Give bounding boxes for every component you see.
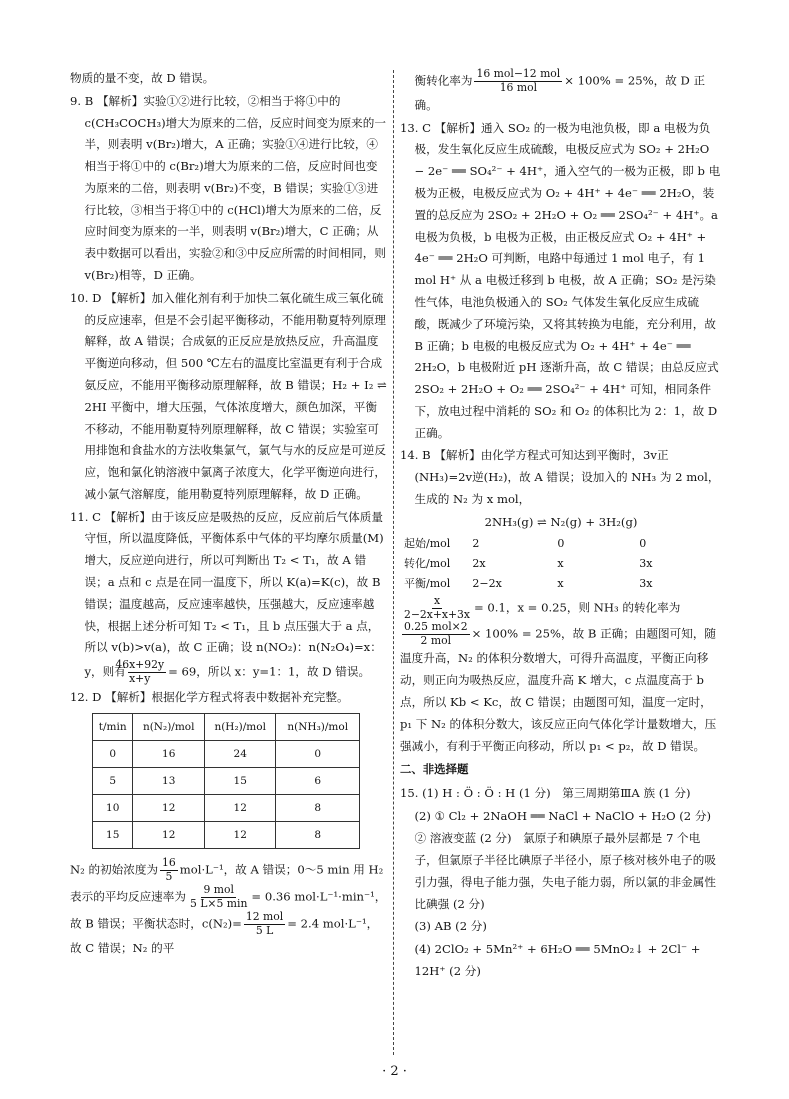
right-column xyxy=(400,68,722,984)
denominator: x+y xyxy=(129,672,151,686)
table-cell: 0 xyxy=(276,740,360,767)
numerator: 16 xyxy=(162,855,176,869)
table-cell: 12 xyxy=(133,821,205,848)
table-cell: 2x xyxy=(472,556,486,570)
equilibrium-equation: 2NH₃(g) ⇌ N₂(g) + 3H₂(g) xyxy=(484,514,638,529)
numerator: 0.25 mol×2 xyxy=(404,620,468,634)
page-number: · 2 · xyxy=(382,1064,407,1079)
table-row xyxy=(404,554,722,574)
row-label: 转化/mol xyxy=(404,556,451,570)
fraction xyxy=(402,595,472,622)
table-header: t/min xyxy=(93,713,133,740)
numerator: 16 mol−12 mol xyxy=(476,67,561,80)
table-header: n(N₂)/mol xyxy=(133,713,205,740)
answer-15-3: ② 溶液变蓝 (2 分) 氯原子和碘原子最外层都是 7 个电子，但氯原子半径比碘原子半径小，原子核对核外电子的吸引力强，得电子能力强，失电子能力弱，所以氯的非金属性比碘强 (2 分) xyxy=(414,831,716,911)
denominator: 5 L×5 min xyxy=(189,896,248,910)
answer-13: 13. C 【解析】通入 SO₂ 的一极为电池负极，即 a 电极为负极，发生氧化反应生成硫酸，电极反应式为 SO₂ + 2H₂O − 2e⁻ ══ SO₄²⁻ + 4H⁺，通入空气的一极为正极，即 b 电极为正极，电极反应式为 O₂ + 4H⁺ + 4e⁻ ══ 2H₂O，装置的总反应为 2SO₂ + 2H₂O + O₂ ══ 2SO₄²⁻ + 4H⁺。a 电极为负极，b 电极为正极，由正极反应式 O₂ + 4H⁺ + 4e⁻ ══ 2H₂O 可判断，电路中每通过 1 mol 电子，有 1 mol H⁺ 从 a 电极迁移到 b 电极，故 A 正确；SO₂ 是污染性气体，电池负极通入的 SO₂ 气体发生氧化反应生成硫酸，既减少了环境污染，又将其转换为电能，充分利用，故 B 正确；b 电极的电极反应式为 O₂ + 4H⁺ + 4e⁻ ══ 2H₂O，b 电极附近 pH 逐渐升高，故 C 错误；由总反应式 2SO₂ + 2H₂O + O₂ ══ 2SO₄²⁻ + 4H⁺ 可知，相同条件下，放电过程中消耗的 SO₂ 和 O₂ 的体积比为 2：1，故 D 正确。 xyxy=(400,120,721,440)
fraction xyxy=(402,621,470,648)
table-row xyxy=(93,794,360,821)
text-line: 物质的量不变，故 D 错误。 xyxy=(70,71,215,85)
denominator: 5 xyxy=(165,869,173,883)
table-row xyxy=(93,767,360,794)
answer-15-1: 15. (1) H : Ö : Ö : H (1 分) 第三周期第ⅢA 族 (1 分) xyxy=(400,785,691,800)
answer-14: 14. B 【解析】由化学方程式可知达到平衡时，3v正(NH₃)=2v逆(H₂)，故 A 错误；设加入的 NH₃ 为 2 mol，生成的 N₂ 为 x mol， xyxy=(400,448,720,506)
table-row xyxy=(93,821,360,848)
table-cell: 12 xyxy=(133,794,205,821)
fraction xyxy=(188,884,249,911)
answer-12-continued xyxy=(70,857,388,960)
text: = 0.1，x = 0.25，则 NH₃ 的转化率为 xyxy=(474,600,681,615)
answer-12: 12. D 【解析】根据化学方程式将表中数据补充完整。 xyxy=(70,690,349,704)
fraction xyxy=(474,68,562,95)
table-row xyxy=(404,534,722,554)
denominator: 2−2x+x+3x xyxy=(404,607,471,621)
answer-10: 10. D 【解析】加入催化剂有利于加快二氧化硫生成三氧化硫的反应速率，但是不会引起平衡移动，不能用勒夏特列原理解释，故 A 错误；合成氨的正反应是放热反应，升高温度平衡逆向移动，但 500 ℃左右的温度比室温更有利于合成氨反应，不能用平衡移动原理解释，故 B 错误；H₂ + I₂ ⇌ 2HI 平衡中，增大压强，气体浓度增大，颜色加深，平衡不移动，不能用勒夏特列原理解释，故 C 错误；实验室可用排饱和食盐水的方法收集氯气，氯气与水的反应是可逆反应，饱和氯化钠溶液中氯离子浓度大，化学平衡逆向进行，减小氯气溶解度，能用勒夏特列原理解释，故 D 正确。 xyxy=(70,290,387,501)
denominator: 16 mol xyxy=(499,80,538,94)
table-cell: 10 xyxy=(93,794,133,821)
text: × 100% = 25%，故 D 正确。 xyxy=(414,73,706,112)
table-row xyxy=(404,574,722,594)
text: = 0.36 mol·L⁻¹·min⁻¹，故 B 错误；平衡状态时，c(N₂)= xyxy=(70,889,387,931)
fraction xyxy=(160,857,178,884)
row-label: 平衡/mol xyxy=(404,577,451,591)
stoichiometry-table xyxy=(404,534,722,595)
table-cell: 13 xyxy=(133,767,205,794)
table-cell: 15 xyxy=(204,767,275,794)
section-heading: 二、非选择题 xyxy=(400,762,469,777)
fraction xyxy=(115,658,166,686)
table-cell: 12 xyxy=(204,821,275,848)
table-cell: 15 xyxy=(93,821,133,848)
table-cell: 8 xyxy=(276,794,360,821)
table-cell: 0 xyxy=(639,536,647,550)
text: × 100% = 25%，故 B 正确；由题图可知，随温度升高，N₂ 的体积分数增大，可得升高温度，平衡正向移动，则正向为吸热反应，温度升高 K 增大，c 点温度高于 b 点，所以 Kb < Kc，故 C 错误；由题图可知，温度一定时，p₁ 下 N₂ 的体积分数大，该反应正向气体化学计量数增大，压强减小，有利于平衡正向移动，所以 p₁ < p₂，故 D 错误。 xyxy=(400,626,717,753)
table-cell: 16 xyxy=(133,740,205,767)
column-divider xyxy=(393,70,394,1055)
answer-15-4: (3) AB (2 分) xyxy=(414,919,487,934)
numerator: x xyxy=(433,593,441,607)
table-cell: 24 xyxy=(204,740,275,767)
table-header-row xyxy=(93,713,360,740)
numerator: 46x+92y xyxy=(115,658,165,672)
answer-12-end xyxy=(400,68,722,117)
table-cell: 3x xyxy=(639,556,653,570)
fraction xyxy=(244,911,285,938)
table-header: n(NH₃)/mol xyxy=(276,713,360,740)
table-header: n(H₂)/mol xyxy=(204,713,275,740)
answer-11 xyxy=(70,507,388,686)
numerator: 12 mol xyxy=(245,909,284,923)
table-cell: x xyxy=(557,556,564,570)
denominator: 5 L xyxy=(255,923,274,937)
answer-11-text: 11. C 【解析】由于该反应是吸热的反应，反应前后气体质量守恒，所以温度降低，平衡体系中气体的平均摩尔质量(M)增大，反应逆向进行，所以可判断出 T₂ < T₁，故 A 错误；a 点和 c 点是在同一温度下，所以 K(a)=K(c)，故 B 错误；温度越高，反应速率越快，压强越大，反应速率越快，根据上述分析可知 T₂ < T₁，且 b 点压强大于 a 点，所以 v(b)>v(a)，故 C 正确；设 n(NO₂)：n(N₂O₄)=x：y，则有 xyxy=(70,509,384,679)
table-cell: 8 xyxy=(276,821,360,848)
table-cell: 5 xyxy=(93,767,133,794)
denominator: 2 mol xyxy=(420,634,452,648)
answer-15-5: (4) 2ClO₂ + 5Mn²⁺ + 6H₂O ══ 5MnO₂↓ + 2Cl⁻ + 12H⁺ (2 分) xyxy=(414,942,701,978)
table-cell: 2 xyxy=(472,536,480,550)
table-row xyxy=(93,740,360,767)
answer-9: 9. B 【解析】实验①②进行比较，②相当于将①中的 c(CH₃COCH₃)增大为原来的二倍，反应时间变为原来的一半，则表明 v(Br₂)增大，A 正确；实验①④进行比较，④相当于将①中的 c(Br₂)增大为原来的二倍，反应时间也变为原来的二倍，则表明 v(Br₂)不变，B 错误；实验①③进行比较，③相当于将①中的 c(HCl)增大为原来的二倍，反应时间变为原来的一半，则表明 v(Br₂)增大，C 正确；从表中数据可以看出，实验②和③中反应所需的时间相同，则 v(Br₂)相等，D 正确。 xyxy=(70,93,386,283)
numerator: 9 mol xyxy=(203,882,234,896)
table-cell: 12 xyxy=(204,794,275,821)
left-column xyxy=(70,68,388,960)
text: mol·L⁻¹，故 A 错误；0～5 min 用 H₂ 表示的平均反应速率为 xyxy=(70,862,384,904)
text: = 2.4 mol·L⁻¹，故 C 错误；N₂ 的平 xyxy=(70,916,379,955)
table-cell: 2−2x xyxy=(472,577,502,591)
answer-14-continued xyxy=(400,595,722,758)
table-cell: 6 xyxy=(276,767,360,794)
text: N₂ 的初始浓度为 xyxy=(70,862,159,877)
table-cell: 3x xyxy=(639,577,653,591)
answer-11-text-end: = 69，所以 x：y=1：1，故 D 错误。 xyxy=(168,664,371,679)
row-label: 起始/mol xyxy=(404,536,451,550)
table-cell: 0 xyxy=(557,536,565,550)
text: 衡转化率为 xyxy=(414,73,473,88)
data-table xyxy=(92,713,360,849)
table-cell: 0 xyxy=(93,740,133,767)
table-cell: x xyxy=(557,577,564,591)
answer-15-2: (2) ① Cl₂ + 2NaOH ══ NaCl + NaClO + H₂O (2 分) xyxy=(414,808,711,823)
